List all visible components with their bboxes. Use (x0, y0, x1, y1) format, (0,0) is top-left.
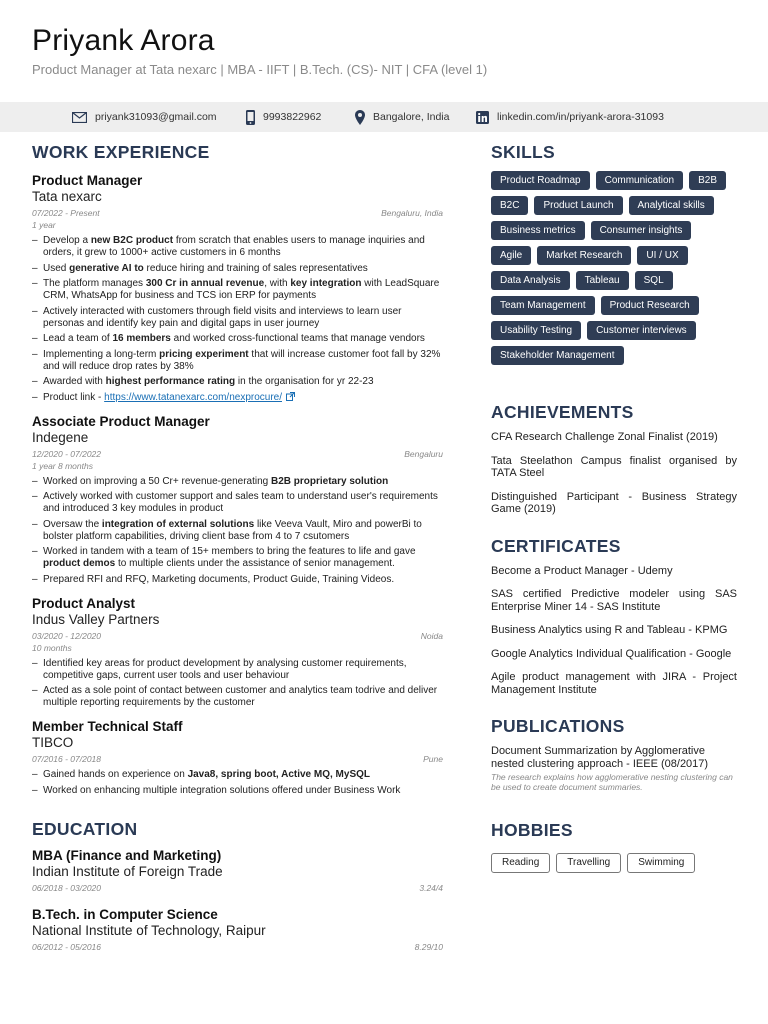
skills-heading: SKILLS (491, 142, 556, 162)
left-column (32, 142, 443, 952)
hobby-tag: Swimming (627, 853, 695, 873)
linkedin-icon (476, 111, 489, 124)
work-experience-heading: WORK EXPERIENCE (32, 142, 210, 162)
certificate-item: Become a Product Manager - Udemy (491, 564, 673, 577)
job-meta (32, 208, 443, 218)
skills-tags (491, 171, 737, 371)
product-link-label: Product link - (43, 391, 105, 403)
skill-tag: B2B (689, 171, 726, 190)
achievement-item: CFA Research Challenge Zonal Finalist (2019) (491, 431, 718, 443)
achievements-list (491, 431, 737, 516)
certificate-item: Google Analytics Individual Qualification - Google (491, 647, 732, 660)
job-duration: 10 months (32, 642, 72, 653)
bullet-text: Identified key areas for product development by analysing customer requirements, competitive gaps, current user tools and user behaviour (43, 657, 407, 681)
bullet-text: Actively worked with customer support and sales team to understand user's requirements and introduced 3 key modules in product (43, 491, 438, 514)
job-bullets (32, 769, 443, 797)
job-bullet (32, 574, 443, 586)
job-bullet (32, 769, 443, 781)
skill-tag: Stakeholder Management (491, 346, 624, 365)
job-location: Noida (420, 630, 443, 641)
skill-tag: Agile (491, 246, 531, 265)
job-bullet (32, 658, 443, 682)
job-bullet (32, 349, 443, 373)
job-bullet (32, 235, 443, 259)
education-grade: 8.29/10 (414, 941, 443, 952)
bullet-highlight: highest performance rating (105, 376, 236, 387)
email-text: priyank31093@gmail.com (95, 111, 217, 123)
bullet-text: Acted as a sole point of contact between customer and analytics team todrive and deliver multiple reporting requirements by the customer (43, 685, 438, 708)
education-school: National Institute of Technology, Raipur (32, 922, 266, 938)
job-bullets (32, 658, 443, 710)
bullet-text: Prepared RFI and RFQ, Marketing documents, Product Guide, Training Videos. (43, 573, 395, 585)
education-grade: 3.24/4 (419, 882, 443, 893)
achievement-item: Distinguished Participant - Business Strategy Game (2019) (491, 490, 737, 515)
skill-tag: UI / UX (637, 246, 687, 265)
publication-description: The research explains how agglomerative nesting clustering can be used to create document summaries. (491, 772, 733, 792)
mail-icon (72, 112, 87, 123)
skill-tag: Business metrics (491, 221, 585, 240)
hobby-tag: Reading (491, 853, 550, 873)
certificates-list (491, 565, 737, 697)
bullet-highlight: B2B proprietary solution (271, 475, 389, 487)
job-title: Associate Product Manager (32, 413, 210, 429)
bullet-text: Worked in tandem with a team of 15+ members to bring the features to life and gave (43, 546, 416, 557)
job-duration: 1 year 8 months (32, 460, 93, 471)
job-bullets (32, 476, 443, 586)
job-bullet (32, 263, 443, 275)
candidate-name: Priyank Arora (32, 24, 215, 57)
contact-bar (0, 102, 768, 132)
education-school: Indian Institute of Foreign Trade (32, 863, 223, 879)
job-location: Bengaluru, India (381, 208, 443, 218)
bullet-text: and worked cross-functional teams that manage vendors (170, 333, 425, 344)
education-dates: 06/2018 - 03/2020 (32, 882, 102, 893)
skill-tag: Market Research (537, 246, 631, 265)
certificates-heading: CERTIFICATES (491, 535, 621, 556)
education-entry (32, 848, 443, 893)
bullet-text: Used (43, 262, 70, 274)
bullet-highlight: Java8, spring boot, Active MQ, MySQL (187, 769, 371, 780)
skill-tag: SQL (635, 271, 673, 290)
skill-tag: Usability Testing (491, 321, 581, 340)
education-heading: EDUCATION (32, 818, 138, 839)
bullet-text: in the organisation for yr 22-23 (235, 376, 374, 387)
achievement-item: Tata Steelathon Campus finalist organised by TATA Steel (491, 454, 737, 479)
bullet-text: Develop a (43, 235, 91, 246)
right-column (491, 142, 737, 873)
external-link-icon[interactable] (282, 392, 295, 403)
hobbies-list (491, 853, 737, 873)
certificate-item: SAS certified Predictive modeler using SAS Enterprise Miner 14 - SAS Institute (491, 588, 737, 613)
job-bullets (32, 235, 443, 404)
job-bullet (32, 306, 443, 330)
job-company: Indegene (32, 429, 89, 445)
bullet-text: like Veeva Vault, Miro and powerBi to bolster platform capabilities, driving client base from 4 to 7 csutomers (43, 518, 422, 542)
bullet-text: to multiple clients under the assistance of senior management. (115, 558, 395, 569)
skill-tag: Analytical skills (629, 196, 714, 215)
bullet-text: Lead a team of (43, 333, 113, 344)
job-title: Member Technical Staff (32, 719, 183, 734)
skill-tag: Communication (596, 171, 683, 190)
skill-tag: Product Research (601, 296, 699, 315)
product-link-item (32, 392, 443, 404)
skill-tag: Product Launch (534, 196, 622, 215)
bullet-text: Gained hands on experience on (43, 769, 188, 780)
job-bullet (32, 333, 443, 345)
job-meta (32, 631, 443, 641)
job-meta (32, 754, 443, 764)
publication-title: Document Summarization by Agglomerative nested clustering approach - IEEE (08/2017) (491, 745, 709, 770)
bullet-highlight: product demos (43, 558, 116, 569)
job-company: TIBCO (32, 735, 74, 750)
job-bullet (32, 476, 443, 488)
location-text: Bangalore, India (373, 111, 450, 123)
location-pin-icon (355, 110, 365, 125)
contact-linkedin[interactable] (476, 102, 664, 132)
candidate-tagline: Product Manager at Tata nexarc | MBA - IIFT | B.Tech. (CS)- NIT | CFA (level 1) (32, 62, 488, 77)
job-bullet (32, 491, 443, 515)
skill-tag: Tableau (576, 271, 629, 290)
education-dates: 06/2012 - 05/2016 (32, 941, 102, 952)
hobby-tag: Travelling (556, 853, 621, 873)
job-dates: 07/2022 - Present (32, 208, 100, 218)
skill-tag: Product Roadmap (491, 171, 590, 190)
job-entry (32, 414, 443, 586)
job-duration: 1 year (32, 220, 56, 230)
bullet-highlight: key integration (290, 278, 362, 289)
job-dates: 12/2020 - 07/2022 (32, 448, 102, 459)
certificate-item: Business Analytics using R and Tableau - KPMG (491, 624, 728, 636)
contact-phone[interactable] (246, 102, 321, 132)
job-bullet (32, 685, 443, 709)
bullet-text: Oversaw the (43, 518, 102, 530)
job-entry (32, 719, 443, 797)
bullet-text: reduce hiring and training of sales representatives (143, 262, 368, 274)
bullet-text: Worked on enhancing multiple integration solutions offered under Business Work (43, 784, 401, 796)
bullet-highlight: integration of external solutions (101, 518, 255, 530)
job-location: Bengaluru (404, 448, 443, 459)
job-entry (32, 596, 443, 710)
bullet-text: The platform manages (43, 278, 146, 289)
job-bullet (32, 785, 443, 797)
linkedin-text: linkedin.com/in/priyank-arora-31093 (497, 111, 664, 123)
bullet-highlight: pricing experiment (159, 348, 249, 360)
job-entry (32, 173, 443, 404)
achievements-heading: ACHIEVEMENTS (491, 402, 634, 422)
bullet-text: from scratch that enables users to manage inquiries and orders, it grew to 1000+ active customers in 6 months (43, 235, 425, 258)
job-bullet (32, 278, 443, 302)
job-company: Indus Valley Partners (32, 611, 160, 627)
phone-icon (246, 110, 255, 125)
education-degree: B.Tech. in Computer Science (32, 906, 218, 922)
hobbies-heading: HOBBIES (491, 820, 573, 840)
bullet-highlight: 300 Cr in annual revenue (145, 278, 265, 289)
bullet-text: that will increase customer foot fall by 32% and will reduce drop rates by 38% (43, 348, 441, 372)
skill-tag: B2C (491, 196, 528, 215)
skill-tag: Customer interviews (587, 321, 696, 340)
bullet-text: Actively interacted with customers through field visits and interviews to learn user personas and identify key pain and digital gaps in user journey (43, 305, 402, 329)
bullet-highlight: new B2C product (90, 235, 174, 246)
job-company: Tata nexarc (32, 189, 102, 204)
product-link[interactable]: https://www.tatanexarc.com/nexprocure/ (104, 391, 282, 403)
bullet-text: Awarded with (43, 376, 106, 387)
education-meta (32, 883, 443, 893)
bullet-highlight: generative AI to (69, 262, 144, 274)
bullet-text: Implementing a long-term (43, 348, 160, 360)
bullet-text: , with (264, 278, 291, 289)
jobs-list (32, 173, 443, 797)
education-entry (32, 907, 443, 952)
publications-heading: PUBLICATIONS (491, 716, 625, 736)
job-title: Product Manager (32, 173, 143, 188)
bullet-text: Worked on improving a 50 Cr+ revenue-generating (43, 475, 271, 487)
job-bullet (32, 546, 443, 570)
skill-tag: Consumer insights (591, 221, 692, 240)
certificate-item: Agile product management with JIRA - Project Management Institute (491, 671, 737, 696)
job-dates: 07/2016 - 07/2018 (32, 754, 102, 764)
education-meta (32, 942, 443, 952)
job-title: Product Analyst (32, 595, 136, 611)
job-bullet (32, 519, 443, 543)
job-dates: 03/2020 - 12/2020 (32, 630, 102, 641)
education-list (32, 848, 443, 952)
resume-header (32, 24, 487, 77)
contact-location (355, 102, 449, 132)
education-degree: MBA (Finance and Marketing) (32, 847, 222, 863)
job-location: Pune (423, 754, 443, 764)
bullet-highlight: 16 members (112, 333, 171, 344)
contact-email[interactable] (72, 102, 217, 132)
skill-tag: Team Management (491, 296, 595, 315)
bullet-text: with LeadSquare CRM, WhatsApp for business and TCS ion ERP for payments (43, 278, 440, 301)
job-bullet (32, 376, 443, 388)
phone-text: 9993822962 (263, 111, 322, 123)
skill-tag: Data Analysis (491, 271, 570, 290)
job-meta (32, 449, 443, 459)
